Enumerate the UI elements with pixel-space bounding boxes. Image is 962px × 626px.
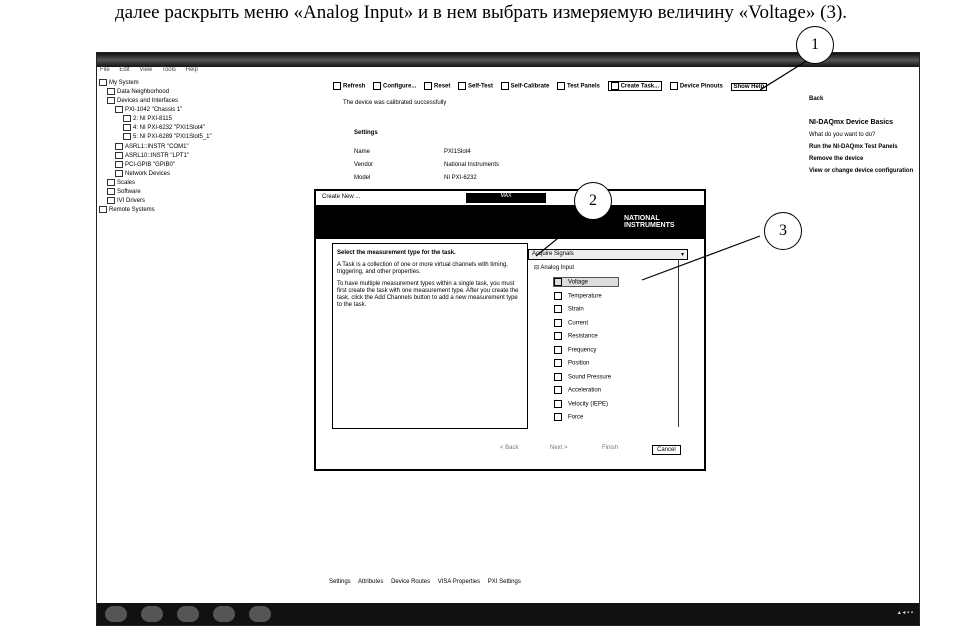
settings-label: Name: [354, 149, 371, 155]
callout-3: 3: [764, 212, 802, 250]
leader-line-1: [760, 60, 808, 90]
tree-item[interactable]: 5: NI PXI-6289 "PXI1Slot5_1": [99, 133, 319, 142]
settings-header: Settings: [354, 130, 378, 136]
leader-line-2: [536, 222, 578, 256]
system-tray-icon: ▴ ◂ ▪ ▪: [897, 610, 913, 616]
tree-item[interactable]: PCI-GPIB "GPIB0": [99, 161, 319, 170]
settings-label: Model: [354, 175, 371, 181]
measurement-item-acceleration[interactable]: Acceleration: [554, 386, 601, 394]
help-link-remove-device[interactable]: Remove the device: [809, 156, 864, 162]
settings-value: PXI1Slot4: [444, 149, 471, 155]
menu-edit[interactable]: Edit: [119, 67, 130, 73]
tree-item[interactable]: PXI-1042 "Chassis 1": [99, 106, 319, 115]
tree-item[interactable]: IVI Drivers: [99, 197, 319, 206]
measurement-item-position[interactable]: Position: [554, 359, 589, 367]
description-heading: Select the measurement type for the task.: [337, 250, 456, 256]
ni-logo: NATIONAL INSTRUMENTS: [624, 215, 675, 229]
callout-2: 2: [574, 182, 612, 220]
measurement-item-resistance[interactable]: Resistance: [554, 332, 598, 340]
settings-label: Vendor: [354, 162, 374, 168]
description-paragraph: To have multiple measurement types within a single task, you must first create the task with one measurement type. After you create the task, click the Add Channels button to add a new measurement type to the task.: [337, 281, 519, 308]
menu-file[interactable]: File: [100, 67, 110, 73]
settings-value: National Instruments: [444, 162, 500, 168]
tree-item[interactable]: ASRL10::INSTR "LPT1": [99, 152, 319, 161]
tab-pxi-settings[interactable]: PXI Settings: [487, 579, 521, 585]
chevron-down-icon: ▾: [680, 252, 684, 258]
help-title: NI-DAQmx Device Basics: [809, 119, 894, 126]
analog-input-node[interactable]: ⊟ Analog Input: [534, 265, 575, 271]
show-help-button[interactable]: Show Help: [731, 83, 768, 91]
tree-item[interactable]: Remote Systems: [99, 206, 319, 215]
measurement-item-sound-pressure[interactable]: Sound Pressure: [554, 373, 611, 381]
status-message: The device was calibrated successfully: [343, 100, 447, 106]
back-button[interactable]: < Back: [500, 445, 519, 451]
menu-view[interactable]: View: [139, 67, 153, 73]
tab-visa-properties[interactable]: VISA Properties: [437, 579, 481, 585]
reset-button[interactable]: Reset: [424, 82, 450, 90]
settings-value: NI PXI-6232: [444, 175, 477, 181]
tab-device-routes[interactable]: Device Routes: [391, 579, 431, 585]
self-calibrate-button[interactable]: Self-Calibrate: [501, 82, 550, 90]
help-link-test-panels[interactable]: Run the NI-DAQmx Test Panels: [809, 144, 898, 150]
menu-help[interactable]: Help: [185, 67, 198, 73]
measurement-item-voltage[interactable]: Voltage: [554, 278, 618, 286]
help-back-link[interactable]: Back: [809, 96, 824, 102]
help-link-view-config[interactable]: View or change device configuration: [809, 168, 914, 174]
description-paragraph: A Task is a collection of one or more virtual channels with timing, triggering, and other properties.: [337, 262, 508, 275]
tab-settings[interactable]: Settings: [329, 579, 351, 585]
help-question: What do you want to do?: [809, 132, 876, 138]
self-test-button[interactable]: Self-Test: [458, 82, 493, 90]
tree-item[interactable]: 2: NI PXI-8115: [99, 115, 319, 124]
menu-tools[interactable]: Tools: [161, 67, 176, 73]
test-panels-button[interactable]: Test Panels: [557, 82, 600, 90]
tree-item[interactable]: Data Neighborhood: [99, 88, 319, 97]
dialog-title-center: MAX: [466, 193, 546, 203]
next-button[interactable]: Next >: [550, 445, 568, 451]
measurement-item-strain[interactable]: Strain: [554, 305, 584, 313]
dialog-title: Create New ...: [322, 194, 361, 200]
measurement-item-current[interactable]: Current: [554, 319, 588, 327]
tab-attributes[interactable]: Attributes: [358, 579, 384, 585]
callout-1: 1: [796, 26, 834, 64]
tree-item[interactable]: Devices and Interfaces: [99, 97, 319, 106]
measurement-item-temperature[interactable]: Temperature: [554, 292, 602, 300]
measurement-item-frequency[interactable]: Frequency: [554, 346, 596, 354]
measurement-item-velocity-iepe[interactable]: Velocity (IEPE): [554, 400, 608, 408]
measurement-item-force[interactable]: Force: [554, 413, 583, 421]
combo-label: Acquire Signals: [532, 251, 574, 257]
instruction-caption: далее раскрыть меню «Analog Input» и в нем выбрать измеряемую величину «Voltage» (3).: [114, 2, 848, 23]
create-task-button[interactable]: Create Task...: [608, 81, 663, 91]
tree-item[interactable]: 4: NI PXI-6232 "PXI1Slot4": [99, 124, 319, 133]
tree-item[interactable]: My System: [99, 79, 319, 88]
tree-item[interactable]: Network Devices: [99, 170, 319, 179]
tree-item[interactable]: ASRL1::INSTR "COM1": [99, 143, 319, 152]
tree-item[interactable]: Software: [99, 188, 319, 197]
configure-button[interactable]: Configure...: [373, 82, 416, 90]
device-pinouts-button[interactable]: Device Pinouts: [670, 82, 723, 90]
finish-button[interactable]: Finish: [602, 445, 619, 451]
leader-line-3: [642, 236, 760, 280]
cancel-button[interactable]: Cancel: [652, 445, 681, 455]
refresh-button[interactable]: Refresh: [333, 82, 365, 90]
tree-item[interactable]: Scales: [99, 179, 319, 188]
